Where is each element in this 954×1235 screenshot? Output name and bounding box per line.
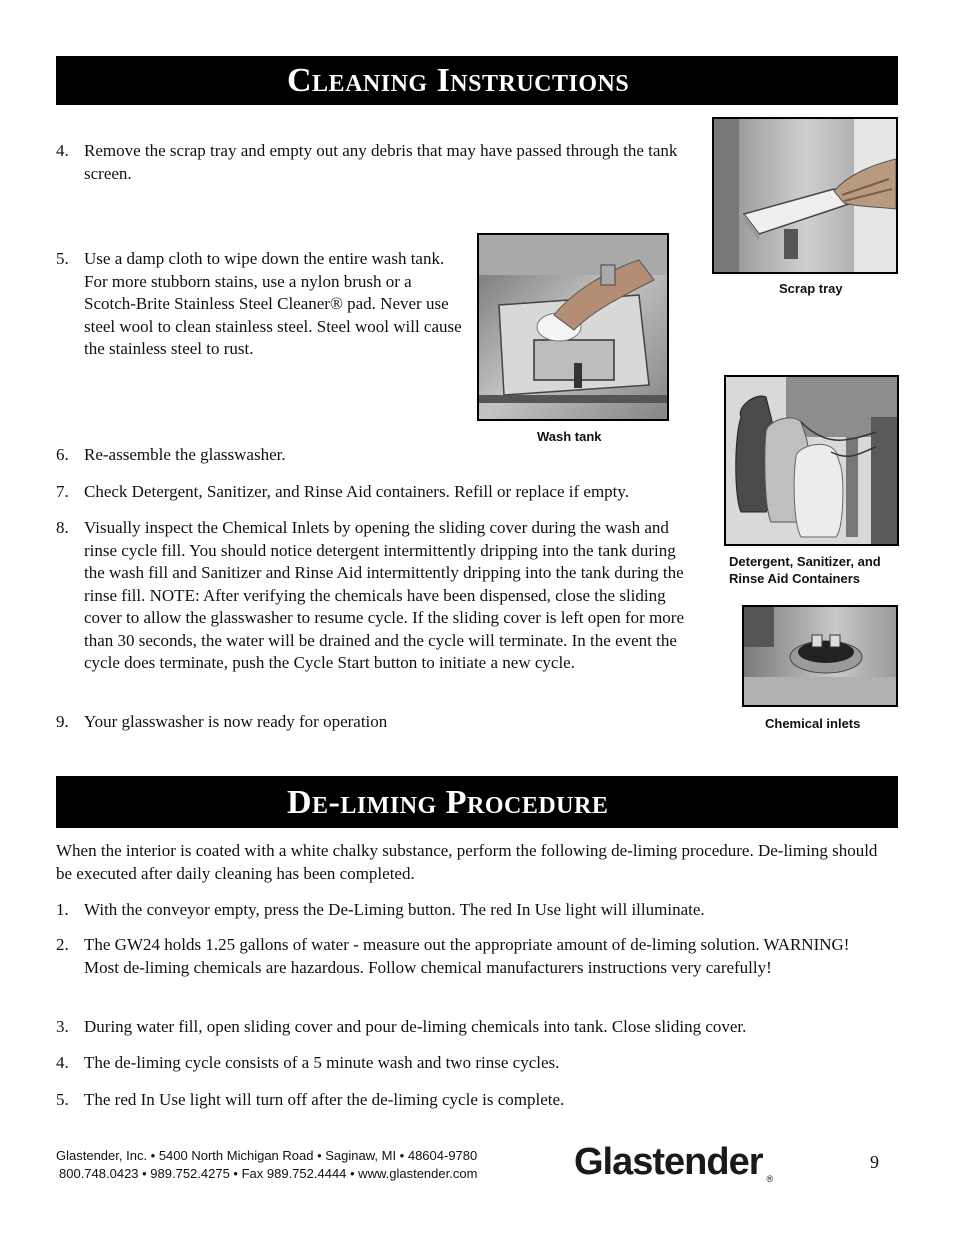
step-number: 3. [56, 1017, 69, 1036]
step-number: 2. [56, 935, 69, 954]
page-number: 9 [870, 1152, 879, 1172]
deliming-procedure-heading: De-liming Procedure [56, 776, 898, 828]
chemical-inlets-photo [742, 605, 898, 707]
chemical-inlets-illustration [744, 607, 896, 705]
wash-tank-caption: Wash tank [537, 429, 602, 444]
step-text: Remove the scrap tray and empty out any debris that may have passed through the tank screen. [84, 141, 678, 183]
scrap-tray-photo [712, 117, 898, 274]
footer-contact: 800.748.0423 • 989.752.4275 • Fax 989.752.4444 • www.glastender.com [59, 1166, 478, 1181]
containers-caption-line1: Detergent, Sanitizer, and [729, 554, 881, 569]
scrap-tray-caption: Scrap tray [779, 281, 843, 296]
step-number: 8. [56, 518, 69, 537]
chemical-inlets-caption: Chemical inlets [765, 716, 861, 731]
step-text: The de-liming cycle consists of a 5 minute wash and two rinse cycles. [84, 1053, 560, 1072]
chemical-containers-photo [724, 375, 899, 546]
footer-address: Glastender, Inc. • 5400 North Michigan Road • Saginaw, MI • 48604-9780 [56, 1148, 478, 1163]
wash-tank-illustration [479, 235, 667, 419]
step-text: During water fill, open sliding cover and pour de-liming chemicals into tank. Close sliding cover. [84, 1017, 747, 1036]
step-number: 7. [56, 482, 69, 501]
step-text: The red In Use light will turn off after the de-liming cycle is complete. [84, 1090, 565, 1109]
scrap-tray-illustration [714, 119, 896, 272]
wash-tank-photo [477, 233, 669, 421]
step-text: Visually inspect the Chemical Inlets by opening the sliding cover during the wash and rinse cycle fill. You should notice detergent intermittently dripping into the tank during the wash fill and Sanitizer and Rinse Aid intermittently dripping into the tank during the rinse fill. NOTE: After verifying the chemicals have been dispensed, close the sliding cover to allow the glasswasher to resume cycle. If the sliding cover is left open for more than 30 seconds, the water will be drained and the cycle will terminate. In the event the cycle does terminate, push the Cycle Start button to initiate a new cycle. [84, 518, 684, 672]
step-number: 9. [56, 712, 69, 731]
cleaning-instructions-heading: Cleaning Instructions [56, 56, 898, 105]
step-number: 4. [56, 141, 69, 160]
step-number: 1. [56, 900, 69, 919]
step-number: 5. [56, 249, 69, 268]
step-text: With the conveyor empty, press the De-Liming button. The red In Use light will illuminate. [84, 900, 705, 919]
step-number: 5. [56, 1090, 69, 1109]
deliming-intro: When the interior is coated with a white chalky substance, perform the following de-liming procedure. De-liming should be executed after daily cleaning has been completed. [56, 841, 878, 883]
containers-caption [729, 553, 881, 587]
step-text: Check Detergent, Sanitizer, and Rinse Aid containers. Refill or replace if empty. [84, 482, 630, 501]
logo-text: Glastender [574, 1141, 763, 1183]
step-number: 4. [56, 1053, 69, 1072]
step-number: 6. [56, 445, 69, 464]
step-text: Re-assemble the glasswasher. [84, 445, 286, 464]
step-text: The GW24 holds 1.25 gallons of water - measure out the appropriate amount of de-liming solution. WARNING! Most de-liming chemicals are hazardous. Follow chemical manufacturers instructions very carefully! [84, 935, 850, 977]
containers-caption-line2: Rinse Aid Containers [729, 571, 860, 586]
glastender-logo [574, 1140, 804, 1184]
registered-mark: ® [766, 1174, 774, 1184]
step-text: Your glasswasher is now ready for operation [84, 712, 388, 731]
step-text: Use a damp cloth to wipe down the entire wash tank. For more stubborn stains, use a nylon brush or a Scotch-Brite Stainless Steel Cleaner® pad. Never use steel wool to clean stainless steel. Steel wool will cause the stainless steel to rust. [84, 249, 462, 358]
containers-illustration [726, 377, 897, 544]
